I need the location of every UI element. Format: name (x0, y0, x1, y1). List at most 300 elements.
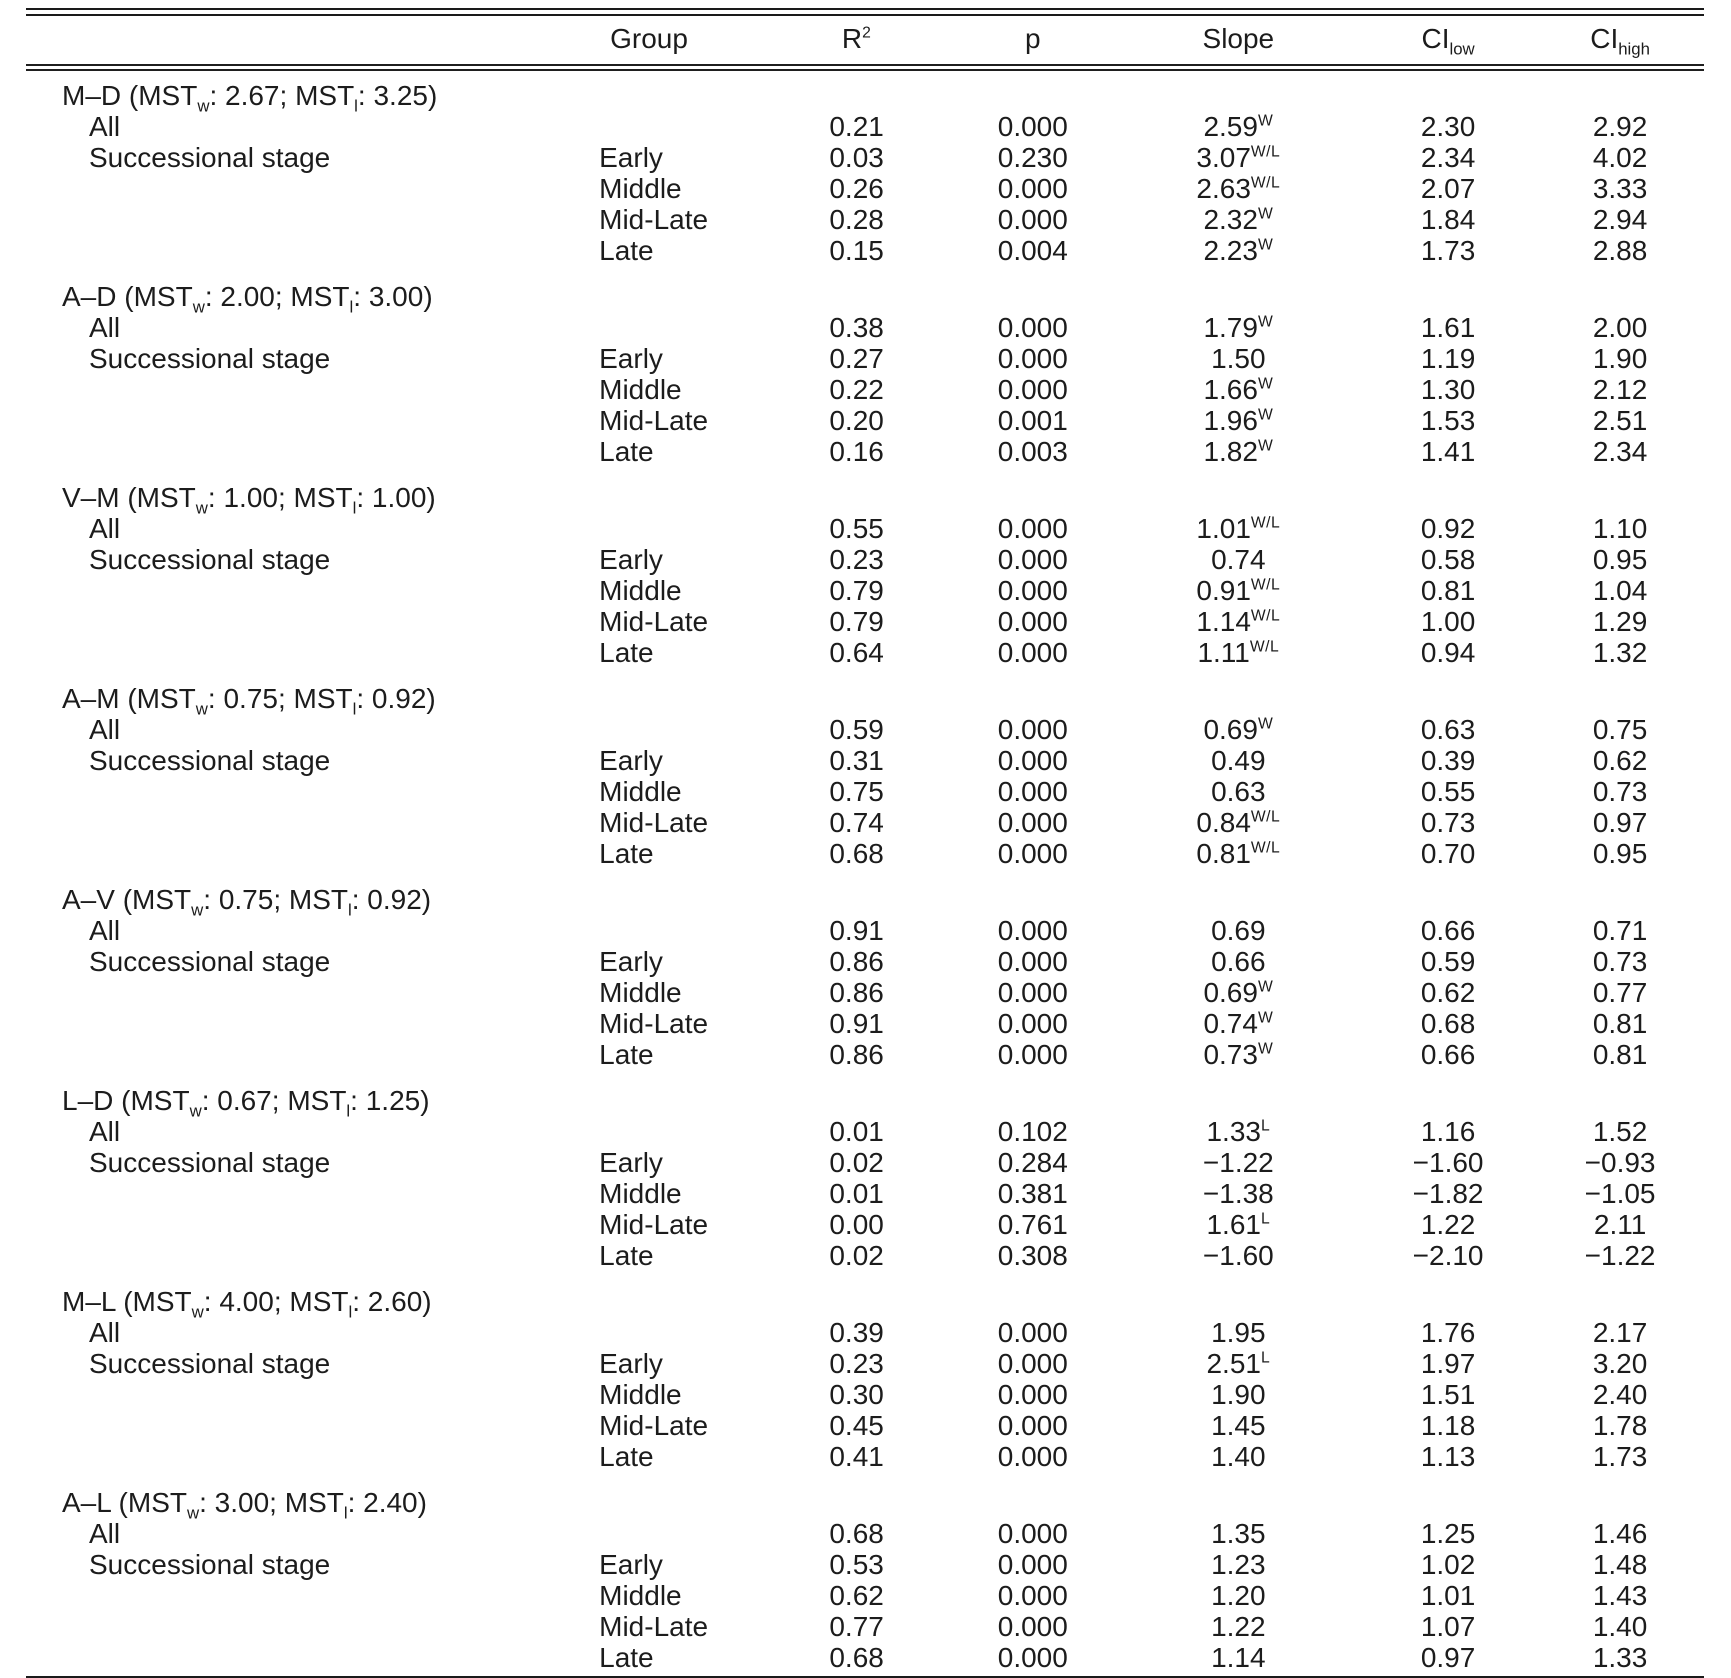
header-row (26, 16, 1704, 67)
slope-significance-superscript: W/L (1250, 607, 1281, 625)
data-row (26, 715, 1704, 746)
slope-significance-superscript: W/L (1250, 143, 1281, 161)
group-cell: Early (599, 1348, 663, 1379)
section-header-row (26, 1473, 1704, 1519)
slope-significance-superscript: L (1260, 1349, 1271, 1367)
r2-cell: 0.16 (829, 436, 884, 467)
row-label-cell (26, 607, 588, 638)
slope-cell: 1.23 (1211, 1549, 1266, 1580)
p-cell: 0.001 (997, 405, 1068, 436)
p-cell: 0.000 (997, 1549, 1068, 1580)
p-cell: 0.000 (997, 1410, 1068, 1441)
row-label-cell (26, 1241, 588, 1272)
r2-cell: 0.01 (829, 1116, 884, 1147)
ci-low-cell: 1.73 (1420, 235, 1476, 266)
row-label-cell (26, 1612, 588, 1643)
data-row (26, 777, 1704, 808)
slope-cell: 1.22 (1211, 1611, 1266, 1642)
p-cell: 0.000 (997, 1379, 1068, 1410)
ci-low-cell: 0.73 (1420, 807, 1476, 838)
slope-cell: $0.73^W$ (1203, 1039, 1274, 1070)
ci-high-cell: 1.73 (1592, 1441, 1648, 1472)
r2-cell: 0.53 (829, 1549, 884, 1580)
r2-cell: 0.62 (829, 1580, 884, 1611)
group-cell (588, 1519, 764, 1550)
section-header-row (26, 67, 1704, 112)
ci-low-cell: −1.60 (1412, 1147, 1484, 1178)
ci-low-cell: 1.18 (1420, 1410, 1476, 1441)
data-row (26, 514, 1704, 545)
slope-cell: $1.01^{W/L}$ (1196, 513, 1281, 544)
slope-cell: 0.49 (1211, 745, 1266, 776)
slope-cell: −1.38 (1202, 1178, 1274, 1209)
row-label-cell: Successional stage (89, 745, 331, 776)
ci-high-cell: 1.29 (1592, 606, 1648, 637)
slope-significance-superscript: W (1257, 406, 1274, 424)
p-cell: 0.000 (997, 915, 1068, 946)
slope-cell: $0.69^W$ (1203, 714, 1274, 745)
slope-significance-superscript: W (1257, 375, 1274, 393)
slope-cell: $0.91^{W/L}$ (1196, 575, 1281, 606)
data-row (26, 344, 1704, 375)
section-header-row (26, 1272, 1704, 1318)
ci-high-cell: 0.71 (1592, 915, 1648, 946)
section-header-row (26, 1071, 1704, 1117)
r2-cell: 0.79 (829, 606, 884, 637)
ci-high-cell: 2.94 (1592, 204, 1648, 235)
r2-cell: 0.77 (829, 1611, 884, 1642)
data-row (26, 1380, 1704, 1411)
ci-low-cell: 0.92 (1420, 513, 1476, 544)
p-cell: 0.000 (997, 1039, 1068, 1070)
ci-low-cell: 1.13 (1420, 1441, 1476, 1472)
ci-high-cell: −1.22 (1584, 1240, 1656, 1271)
ci-low-cell: 1.00 (1420, 606, 1476, 637)
section-header-label: M–L ($MST_w$: 4.00; $MST_l$: 2.60) (62, 1286, 432, 1322)
group-cell: Mid-Late (599, 1611, 709, 1642)
row-label-cell (26, 978, 588, 1009)
ci-low-cell: 1.41 (1420, 436, 1476, 467)
ci-high-cell: −0.93 (1584, 1147, 1656, 1178)
row-label-cell (26, 1411, 588, 1442)
r2-cell: 0.30 (829, 1379, 884, 1410)
ci-high-cell: 0.95 (1592, 838, 1648, 869)
ci-low-cell: 1.76 (1420, 1317, 1476, 1348)
r2-cell: 0.86 (829, 1039, 884, 1070)
group-cell: Middle (599, 977, 682, 1008)
row-label-cell (26, 1380, 588, 1411)
slope-cell: 0.63 (1211, 776, 1266, 807)
slope-cell: $2.63^{W/L}$ (1196, 173, 1281, 204)
ci-high-cell: 1.46 (1592, 1518, 1648, 1549)
slope-cell: 0.66 (1211, 946, 1266, 977)
ci-high-cell: 1.32 (1592, 637, 1648, 668)
p-cell: 0.230 (997, 142, 1068, 173)
ci-low-cell: 0.66 (1420, 1039, 1476, 1070)
ci-high-cell: 3.20 (1592, 1348, 1648, 1379)
col-header-slope: Slope (1117, 16, 1360, 67)
group-cell: Middle (599, 1379, 682, 1410)
r2-cell: 0.31 (829, 745, 884, 776)
p-cell: 0.000 (997, 544, 1068, 575)
ci-high-cell: 1.40 (1592, 1611, 1648, 1642)
group-cell: Late (599, 838, 654, 869)
data-row (26, 1519, 1704, 1550)
r2-cell: 0.23 (829, 544, 884, 575)
regression-results-table (26, 16, 1704, 1674)
group-cell (588, 313, 764, 344)
r2-cell: 0.39 (829, 1317, 884, 1348)
r2-cell: 0.79 (829, 575, 884, 606)
slope-significance-superscript: W/L (1250, 839, 1281, 857)
p-cell: 0.102 (997, 1116, 1068, 1147)
group-cell: Mid-Late (599, 1410, 709, 1441)
ci-high-cell: 0.62 (1592, 745, 1648, 776)
ci-high-cell: 0.73 (1592, 946, 1648, 977)
data-row (26, 545, 1704, 576)
group-cell: Mid-Late (599, 606, 709, 637)
slope-cell: 1.40 (1211, 1441, 1266, 1472)
r2-cell: 0.27 (829, 343, 884, 374)
ci-low-cell: 1.61 (1420, 312, 1476, 343)
slope-cell: $3.07^{W/L}$ (1196, 142, 1281, 173)
slope-cell: $0.74^W$ (1203, 1008, 1274, 1039)
data-row (26, 916, 1704, 947)
ci-low-cell: 0.62 (1420, 977, 1476, 1008)
r2-cell: 0.02 (829, 1240, 884, 1271)
data-row (26, 808, 1704, 839)
ci-low-cell: 1.02 (1420, 1549, 1476, 1580)
row-label-cell (26, 375, 588, 406)
slope-significance-superscript: W (1257, 236, 1274, 254)
ci-low-cell: 1.25 (1420, 1518, 1476, 1549)
ci-high-cell: 0.77 (1592, 977, 1648, 1008)
slope-significance-superscript: W (1257, 1040, 1274, 1058)
slope-cell: $0.69^W$ (1203, 977, 1274, 1008)
section-header-row (26, 267, 1704, 313)
row-label-cell (26, 1179, 588, 1210)
r2-cell: 0.91 (829, 915, 884, 946)
slope-cell: 1.20 (1211, 1580, 1266, 1611)
data-row (26, 143, 1704, 174)
p-cell: 0.000 (997, 513, 1068, 544)
slope-cell: $1.11^{W/L}$ (1197, 637, 1280, 668)
r2-cell: 0.91 (829, 1008, 884, 1039)
group-cell (588, 514, 764, 545)
r2-cell: 0.26 (829, 173, 884, 204)
ci-high-cell: 1.33 (1592, 1642, 1648, 1673)
r2-cell: 0.38 (829, 312, 884, 343)
group-cell: Middle (599, 173, 682, 204)
section-header-label: A–L ($MST_w$: 3.00; $MST_l$: 2.40) (62, 1487, 427, 1523)
group-cell: Late (599, 637, 654, 668)
row-label-cell (26, 437, 588, 468)
row-label-cell (26, 1442, 588, 1473)
ci-low-cell: 0.70 (1420, 838, 1476, 869)
slope-significance-superscript: L (1260, 1210, 1271, 1228)
p-cell: 0.000 (997, 575, 1068, 606)
row-label-cell (26, 1210, 588, 1241)
ci-high-cell: 1.78 (1592, 1410, 1648, 1441)
slope-cell: $1.33^L$ (1206, 1116, 1271, 1147)
slope-significance-superscript: W (1257, 313, 1274, 331)
ci-low-cell: 0.94 (1420, 637, 1476, 668)
ci-low-cell: 1.53 (1420, 405, 1476, 436)
slope-cell: $2.23^W$ (1203, 235, 1274, 266)
ci-low-cell: 0.97 (1420, 1642, 1476, 1673)
ci-high-cell: 2.51 (1592, 405, 1648, 436)
data-row (26, 406, 1704, 437)
data-row (26, 1117, 1704, 1148)
r2-cell: 0.23 (829, 1348, 884, 1379)
row-label-cell: Successional stage (89, 142, 331, 173)
p-cell: 0.000 (997, 312, 1068, 343)
data-row (26, 1040, 1704, 1071)
col-header-ci_low: $CI_{low}$ (1360, 16, 1536, 67)
slope-cell: $1.79^W$ (1203, 312, 1274, 343)
col-header-ci_high: $CI_{high}$ (1536, 16, 1704, 67)
ci-low-cell: 1.51 (1420, 1379, 1476, 1410)
group-cell: Early (599, 1147, 663, 1178)
p-cell: 0.003 (997, 436, 1068, 467)
r2-cell: 0.55 (829, 513, 884, 544)
slope-cell: $1.61^L$ (1206, 1209, 1271, 1240)
p-cell: 0.381 (997, 1178, 1068, 1209)
section-header-label: A–M ($MST_w$: 0.75; $MST_l$: 0.92) (62, 683, 436, 719)
slope-cell: $1.66^W$ (1203, 374, 1274, 405)
ci-high-cell: 2.17 (1592, 1317, 1648, 1348)
ci-high-cell: 3.33 (1592, 173, 1648, 204)
section-header-row (26, 468, 1704, 514)
p-cell: 0.000 (997, 204, 1068, 235)
ci-low-cell: 0.68 (1420, 1008, 1476, 1039)
data-row (26, 978, 1704, 1009)
section-header-label: V–M ($MST_w$: 1.00; $MST_l$: 1.00) (62, 482, 436, 518)
p-cell: 0.000 (997, 807, 1068, 838)
row-label-cell (26, 777, 588, 808)
p-cell: 0.761 (997, 1209, 1068, 1240)
r2-cell: 0.21 (829, 111, 884, 142)
ci-high-cell: 4.02 (1592, 142, 1648, 173)
r2-cell: 0.22 (829, 374, 884, 405)
row-label-cell (26, 406, 588, 437)
ci-high-cell: 0.81 (1592, 1039, 1648, 1070)
ci-high-cell: 2.12 (1592, 374, 1648, 405)
p-cell: 0.000 (997, 637, 1068, 668)
table-header (26, 16, 1704, 67)
col-header-label (26, 16, 588, 67)
ci-low-cell: 0.81 (1420, 575, 1476, 606)
row-label-cell (26, 638, 588, 669)
r2-cell: 0.02 (829, 1147, 884, 1178)
data-row (26, 746, 1704, 777)
section-header-row (26, 669, 1704, 715)
data-row (26, 375, 1704, 406)
slope-cell: −1.22 (1202, 1147, 1274, 1178)
table-top-rule (26, 8, 1704, 16)
ci-high-cell: 1.10 (1592, 513, 1648, 544)
ci-low-cell: −2.10 (1412, 1240, 1484, 1271)
ci-low-cell: 2.34 (1420, 142, 1476, 173)
r2-cell: 0.86 (829, 977, 884, 1008)
ci-high-cell: 1.04 (1592, 575, 1648, 606)
ci-high-cell: 1.43 (1592, 1580, 1648, 1611)
col-header-p: p (949, 16, 1117, 67)
ci-high-cell: 2.11 (1593, 1209, 1647, 1240)
data-row (26, 1411, 1704, 1442)
group-cell: Middle (599, 575, 682, 606)
section-header-label: A–D ($MST_w$: 2.00; $MST_l$: 3.00) (62, 281, 433, 317)
group-cell: Late (599, 235, 654, 266)
table-body (26, 67, 1704, 1674)
group-cell: Late (599, 1039, 654, 1070)
row-label-cell (26, 1643, 588, 1674)
ci-high-cell: 1.52 (1592, 1116, 1648, 1147)
row-label-cell: Successional stage (89, 1348, 331, 1379)
data-row (26, 112, 1704, 143)
p-cell: 0.004 (997, 235, 1068, 266)
row-label-cell (26, 808, 588, 839)
group-cell: Early (599, 1549, 663, 1580)
p-cell: 0.000 (997, 374, 1068, 405)
section-header-label: A–V ($MST_w$: 0.75; $MST_l$: 0.92) (62, 884, 432, 920)
p-cell: 0.000 (997, 1441, 1068, 1472)
data-row (26, 236, 1704, 267)
p-cell: 0.000 (997, 1642, 1068, 1673)
ci-high-cell: 0.97 (1592, 807, 1648, 838)
ci-high-cell: −1.05 (1584, 1178, 1656, 1209)
row-label-cell: All (89, 513, 121, 544)
slope-cell: 0.74 (1211, 544, 1266, 575)
col-header-group: Group (588, 16, 764, 67)
group-cell: Mid-Late (599, 405, 709, 436)
row-label-cell (26, 576, 588, 607)
row-label-cell (26, 1009, 588, 1040)
row-label-cell: All (89, 111, 121, 142)
ci-low-cell: 0.66 (1420, 915, 1476, 946)
ci-low-cell: 2.07 (1420, 173, 1476, 204)
data-row (26, 638, 1704, 669)
p-cell: 0.000 (997, 1348, 1068, 1379)
slope-cell: $0.81^{W/L}$ (1196, 838, 1281, 869)
slope-significance-superscript: W/L (1250, 514, 1281, 532)
data-row (26, 437, 1704, 468)
slope-cell: $1.14^{W/L}$ (1196, 606, 1281, 637)
p-cell: 0.284 (997, 1147, 1068, 1178)
slope-cell: 0.69 (1211, 915, 1266, 946)
slope-cell: 1.90 (1211, 1379, 1266, 1410)
data-row (26, 1148, 1704, 1179)
data-row (26, 576, 1704, 607)
group-cell: Early (599, 745, 663, 776)
row-label-cell: Successional stage (89, 1549, 331, 1580)
slope-significance-superscript: W (1257, 1009, 1274, 1027)
slope-cell: $1.82^W$ (1203, 436, 1274, 467)
data-row (26, 1550, 1704, 1581)
r2-cell: 0.15 (829, 235, 884, 266)
ci-low-cell: 0.63 (1420, 714, 1476, 745)
p-cell: 0.000 (997, 1611, 1068, 1642)
group-cell (588, 715, 764, 746)
r2-cell: 0.74 (829, 807, 884, 838)
p-cell: 0.000 (997, 776, 1068, 807)
row-label-cell (26, 839, 588, 870)
ci-low-cell: 2.30 (1420, 111, 1476, 142)
p-cell: 0.000 (997, 173, 1068, 204)
group-cell: Early (599, 142, 663, 173)
group-cell: Mid-Late (599, 1209, 709, 1240)
row-label-cell: All (89, 1518, 121, 1549)
p-cell: 0.000 (997, 977, 1068, 1008)
row-label-cell (26, 1040, 588, 1071)
slope-cell: $2.59^W$ (1203, 111, 1274, 142)
r2-cell: 0.68 (829, 1518, 884, 1549)
ci-high-cell: 2.92 (1592, 111, 1648, 142)
slope-significance-superscript: W/L (1250, 576, 1281, 594)
r2-cell: 0.41 (829, 1441, 884, 1472)
data-row (26, 1179, 1704, 1210)
slope-significance-superscript: W (1257, 205, 1274, 223)
group-cell (588, 112, 764, 143)
slope-cell: −1.60 (1202, 1240, 1274, 1271)
ci-low-cell: 1.07 (1420, 1611, 1476, 1642)
group-cell: Middle (599, 374, 682, 405)
ci-low-cell: 1.30 (1420, 374, 1476, 405)
slope-cell: 1.50 (1211, 343, 1266, 374)
row-label-cell: All (89, 714, 121, 745)
r2-cell: 0.20 (829, 405, 884, 436)
data-row (26, 1210, 1704, 1241)
p-cell: 0.000 (997, 343, 1068, 374)
p-cell: 0.000 (997, 1008, 1068, 1039)
ci-low-cell: 0.59 (1420, 946, 1476, 977)
group-cell (588, 1318, 764, 1349)
group-cell: Early (599, 946, 663, 977)
group-cell: Late (599, 1240, 654, 1271)
ci-low-cell: −1.82 (1412, 1178, 1484, 1209)
slope-cell: $2.32^W$ (1203, 204, 1274, 235)
slope-cell: $0.84^{W/L}$ (1196, 807, 1281, 838)
data-row (26, 1241, 1704, 1272)
section-header-row (26, 870, 1704, 916)
ci-high-cell: 2.34 (1592, 436, 1648, 467)
p-cell: 0.000 (997, 111, 1068, 142)
data-row (26, 607, 1704, 638)
group-cell: Late (599, 1642, 654, 1673)
r2-cell: 0.75 (829, 776, 884, 807)
section-header-label: L–D ($MST_w$: 0.67; $MST_l$: 1.25) (62, 1085, 430, 1121)
data-row (26, 205, 1704, 236)
slope-significance-superscript: W (1257, 715, 1274, 733)
r2-cell: 0.64 (829, 637, 884, 668)
row-label-cell (26, 205, 588, 236)
data-row (26, 1442, 1704, 1473)
slope-cell: $2.51^L$ (1206, 1348, 1271, 1379)
slope-cell: 1.95 (1211, 1317, 1266, 1348)
p-cell: 0.308 (997, 1240, 1068, 1271)
group-cell: Late (599, 436, 654, 467)
ci-high-cell: 2.40 (1592, 1379, 1648, 1410)
group-cell (588, 1117, 764, 1148)
p-cell: 0.000 (997, 714, 1068, 745)
slope-significance-superscript: W (1257, 978, 1274, 996)
slope-significance-superscript: W (1257, 112, 1274, 130)
ci-low-cell: 0.39 (1420, 745, 1476, 776)
group-cell: Early (599, 343, 663, 374)
ci-low-cell: 0.55 (1420, 776, 1476, 807)
section-header-label: M–D ($MST_w$: 2.67; $MST_l$: 3.25) (62, 80, 438, 116)
row-label-cell (26, 1581, 588, 1612)
